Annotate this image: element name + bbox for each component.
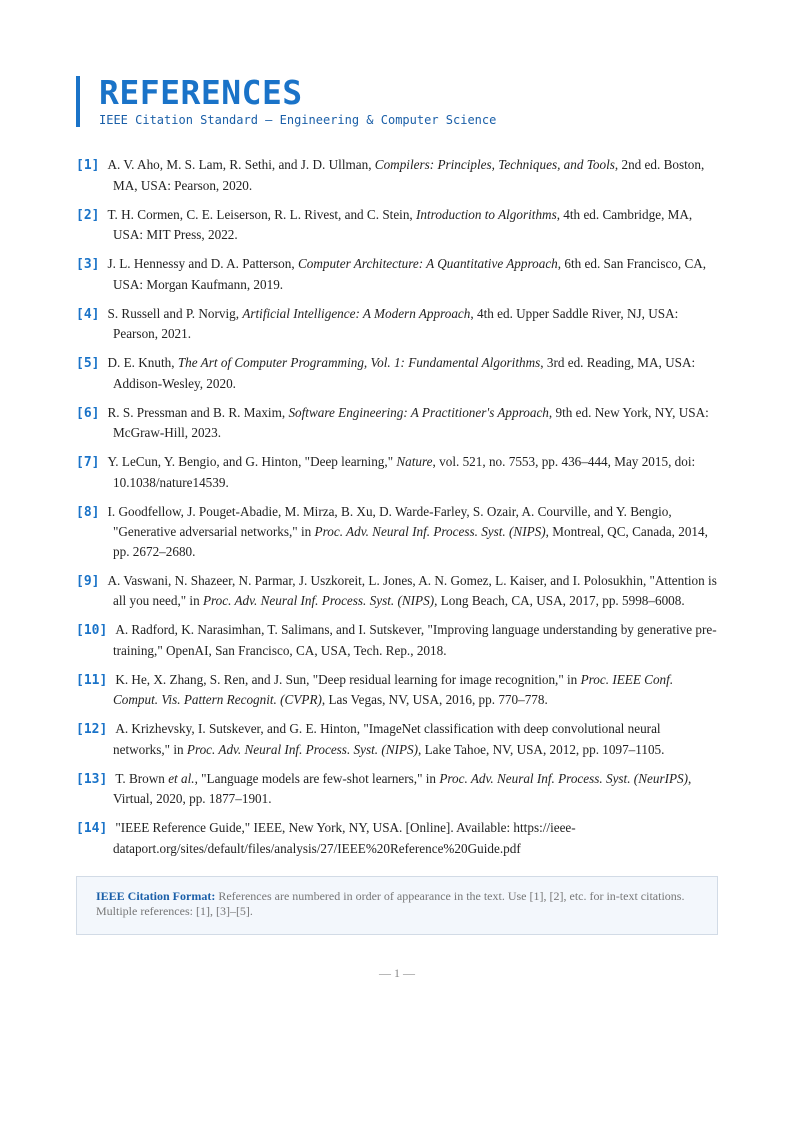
reference-item <box>76 254 718 294</box>
reference-number: [1] <box>76 158 100 173</box>
reference-text: I. Goodfellow, J. Pouget-Abadie, M. Mirza, B. Xu, D. Warde-Farley, S. Ozair, A. Courville, and Y. Bengio, "Generative adversarial networks," in <box>107 503 672 539</box>
reference-text: , Long Beach, CA, USA, 2017, pp. 5998–6008. <box>434 593 685 608</box>
reference-item <box>76 571 718 611</box>
reference-italic-title: The Art of Computer Programming, Vol. 1: Fundamental Algorithms <box>177 355 541 370</box>
reference-item <box>76 818 718 858</box>
reference-italic-title: et al. <box>168 770 195 786</box>
reference-italic-title: Proc. Adv. Neural Inf. Process. Syst. (NIPS) <box>202 593 435 608</box>
reference-item <box>76 670 718 710</box>
reference-text: T. Brown <box>115 770 169 786</box>
reference-text: T. H. Cormen, C. E. Leiserson, R. L. Rivest, and C. Stein, <box>107 206 417 222</box>
reference-text: , Las Vegas, NV, USA, 2016, pp. 770–778. <box>321 692 548 707</box>
reference-italic-title: Compilers: Principles, Techniques, and Tools <box>374 157 615 172</box>
reference-item <box>76 353 718 393</box>
reference-item <box>76 205 718 245</box>
reference-number: [10] <box>76 623 108 638</box>
page-title: REFERENCES <box>99 73 303 112</box>
reference-text: , "Language models are few-shot learners," in <box>194 770 440 786</box>
reference-italic-title: Software Engineering: A Practitioner's Approach <box>288 404 549 420</box>
reference-item <box>76 452 718 492</box>
reference-text: A. Krizhevsky, I. Sutskever, and G. E. Hinton, "ImageNet classification with deep convolutional neural networks," in <box>113 721 661 757</box>
references-header <box>76 73 718 127</box>
reference-text: A. Vaswani, N. Shazeer, N. Parmar, J. Uszkoreit, L. Jones, A. N. Gomez, L. Kaiser, and I. Polosukhin, "Attention is all you need," in <box>107 572 717 608</box>
reference-number: [5] <box>76 356 100 371</box>
reference-text: , 4th ed. Cambridge, MA, USA: MIT Press, 2022. <box>113 206 693 242</box>
reference-italic-title: Proc. IEEE Conf. Comput. Vis. Pattern Recognit. (CVPR) <box>113 671 674 707</box>
reference-text: , 3rd ed. Reading, MA, USA: Addison-Wesley, 2020. <box>113 355 696 391</box>
reference-text: , 9th ed. New York, NY, USA: McGraw-Hill, 2023. <box>113 404 709 440</box>
citation-format-note <box>76 876 718 935</box>
reference-number: [4] <box>76 306 100 322</box>
reference-text: , 6th ed. San Francisco, CA, USA: Morgan Kaufmann, 2019. <box>113 256 707 292</box>
reference-number: [14] <box>76 821 108 836</box>
reference-text: Y. LeCun, Y. Bengio, and G. Hinton, "Deep learning," <box>107 454 397 469</box>
reference-item <box>76 620 718 660</box>
reference-italic-title: Proc. Adv. Neural Inf. Process. Syst. (NIPS) <box>314 524 546 539</box>
reference-italic-title: Computer Architecture: A Quantitative Approach <box>297 256 558 271</box>
reference-item <box>76 719 718 759</box>
reference-text: , vol. 521, no. 7553, pp. 436–444, May 2015, doi: 10.1038/nature14539. <box>113 454 696 490</box>
reference-text: , 4th ed. Upper Saddle River, NJ, USA: Pearson, 2021. <box>113 305 679 341</box>
reference-item <box>76 502 718 562</box>
reference-item <box>76 304 718 344</box>
reference-number: [2] <box>76 207 100 223</box>
reference-text: A. Radford, K. Narasimhan, T. Salimans, and I. Sutskever, "Improving language understanding by generative pre-training," OpenAI, San Francisco, CA, USA, Tech. Rep., 2018. <box>113 622 717 658</box>
reference-text: D. E. Knuth, <box>107 355 178 370</box>
page-number: — 1 — <box>379 966 415 980</box>
reference-number: [13] <box>76 771 108 787</box>
reference-item <box>76 403 718 443</box>
reference-text: J. L. Hennessy and D. A. Patterson, <box>107 256 298 271</box>
reference-italic-title: Proc. Adv. Neural Inf. Process. Syst. (NeurIPS) <box>439 770 689 786</box>
reference-number: [11] <box>76 672 108 688</box>
reference-number: [7] <box>76 455 100 470</box>
reference-number: [9] <box>76 573 100 589</box>
note-text: References are numbered in order of appearance in the text. Use [1], [2], etc. for in-text citations. Multiple references: [1], [3]–[5]. <box>96 889 685 918</box>
reference-item <box>76 769 718 809</box>
reference-number: [6] <box>76 405 100 421</box>
reference-italic-title: Artificial Intelligence: A Modern Approach <box>242 305 471 321</box>
reference-italic-title: Nature <box>396 454 433 469</box>
reference-list <box>76 155 718 868</box>
reference-text: A. V. Aho, M. S. Lam, R. Sethi, and J. D. Ullman, <box>107 157 375 172</box>
reference-text: S. Russell and P. Norvig, <box>107 305 243 321</box>
note-label: IEEE Citation Format: <box>96 889 216 903</box>
reference-number: [3] <box>76 257 100 272</box>
reference-text: R. S. Pressman and B. R. Maxim, <box>107 404 289 420</box>
reference-text: , Lake Tahoe, NV, USA, 2012, pp. 1097–1105. <box>418 741 665 757</box>
page-subtitle: IEEE Citation Standard — Engineering & Computer Science <box>99 113 497 127</box>
reference-italic-title: Introduction to Algorithms <box>416 206 557 222</box>
reference-text: "IEEE Reference Guide," IEEE, New York, NY, USA. [Online]. Available: https://ieee-dataport.org/sites/default/files/analysis/27/IEEE%20Reference%20Guide.pdf <box>113 820 576 856</box>
reference-text: , 2nd ed. Boston, MA, USA: Pearson, 2020. <box>113 157 705 193</box>
reference-item <box>76 155 718 195</box>
reference-text: , Montreal, QC, Canada, 2014, pp. 2672–2680. <box>113 524 708 559</box>
reference-italic-title: Proc. Adv. Neural Inf. Process. Syst. (NIPS) <box>186 741 418 757</box>
reference-number: [8] <box>76 504 100 520</box>
reference-text: , Virtual, 2020, pp. 1877–1901. <box>113 770 692 806</box>
reference-number: [12] <box>76 722 108 737</box>
reference-text: K. He, X. Zhang, S. Ren, and J. Sun, "Deep residual learning for image recognition," in <box>115 671 581 687</box>
